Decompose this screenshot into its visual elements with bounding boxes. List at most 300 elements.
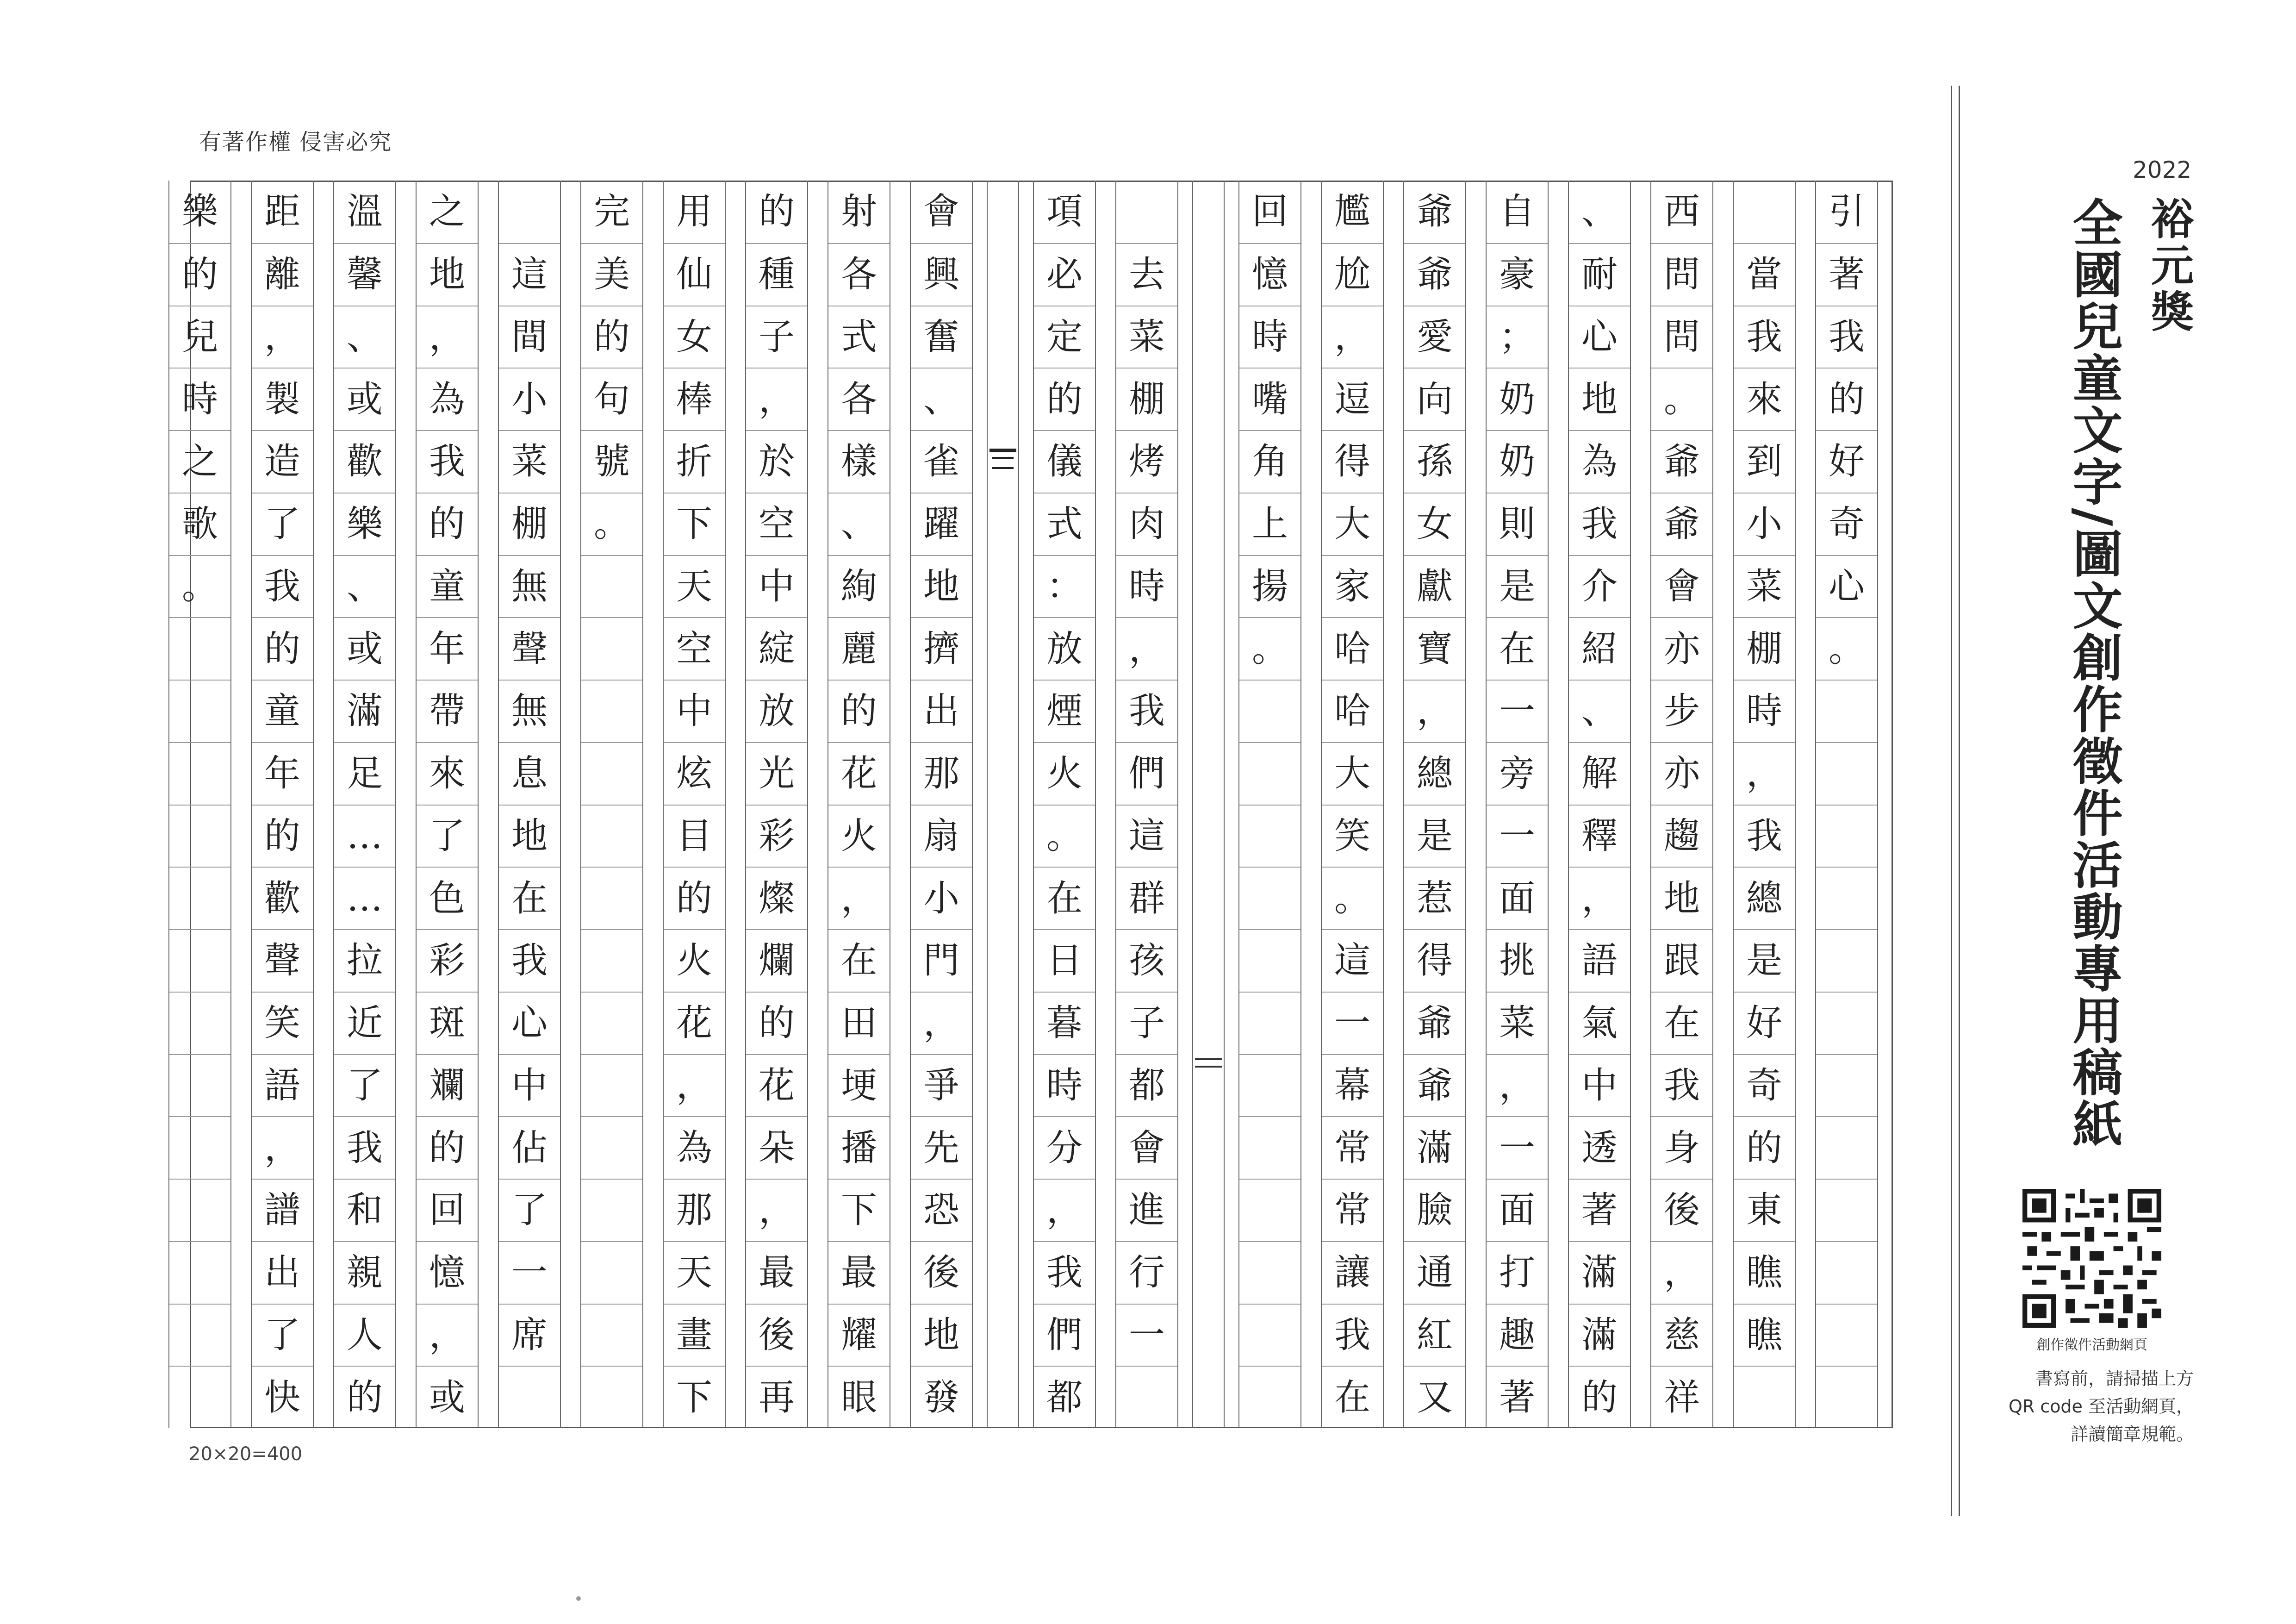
grid-column [1321, 181, 1384, 1428]
grid-cell: 。 [1322, 867, 1383, 929]
grid-cell [1239, 992, 1300, 1054]
grid-cell: 心 [499, 992, 560, 1054]
grid-cell: 後 [746, 1304, 807, 1366]
grid-cell: 一 [1116, 1304, 1177, 1366]
grid-cell: 幕 [1322, 1054, 1383, 1117]
grid-cell: … [334, 867, 395, 929]
grid-cell: 人 [334, 1304, 395, 1366]
grid-cell: 這 [499, 243, 560, 306]
grid-cell [169, 617, 230, 680]
grid-cell [1816, 805, 1877, 867]
grid-cell: 天 [664, 555, 725, 618]
grid-cell [1816, 1116, 1877, 1179]
grid-cell: 滿 [1569, 1304, 1630, 1366]
grid-cell [169, 1241, 230, 1304]
grid-cell: 地 [499, 805, 560, 867]
grid-cell: 朵 [746, 1116, 807, 1179]
grid-cell [1239, 929, 1300, 992]
grid-cell: 眼 [828, 1366, 890, 1428]
scan-speck [576, 1596, 581, 1601]
qr-code-icon [2022, 1189, 2161, 1328]
grid-cell: 好 [1816, 430, 1877, 493]
grid-cell: 花 [664, 992, 725, 1054]
grid-cell: 絢 [828, 555, 890, 618]
grid-cell: 們 [1034, 1304, 1095, 1366]
grid-cell [581, 1366, 642, 1428]
grid-cell [581, 992, 642, 1054]
grid-cell: 會 [1116, 1116, 1177, 1179]
grid-cell [581, 617, 642, 680]
grid-cell: 火 [1034, 742, 1095, 805]
qr-caption: 創作徵件活動網頁 [2036, 1337, 2147, 1353]
grid-cell: 譜 [252, 1179, 313, 1241]
grid-cell: 年 [252, 742, 313, 805]
grid-cell: 的 [252, 805, 313, 867]
grid-cell: 年 [417, 617, 478, 680]
copyright-notice: 有著作權 侵害必究 [199, 129, 392, 155]
grid-cell: 席 [499, 1304, 560, 1366]
grid-cell: 慈 [1651, 1304, 1712, 1366]
grid-cell: 彩 [746, 805, 807, 867]
grid-cell: 挑 [1487, 929, 1548, 992]
grid-cell: 彩 [417, 929, 478, 992]
grid-cell [1816, 867, 1877, 929]
grid-column [910, 181, 973, 1428]
grid-cell: 尬 [1322, 243, 1383, 306]
grid-cell: 面 [1487, 867, 1548, 929]
grid-cell: 聲 [499, 617, 560, 680]
grid-cell: 息 [499, 742, 560, 805]
grid-cell: 在 [1322, 1366, 1383, 1428]
grid-cell: 去 [1116, 243, 1177, 306]
grid-cell: ， [1651, 1241, 1712, 1304]
grid-cell [1816, 1304, 1877, 1366]
grid-cell: 奇 [1816, 493, 1877, 555]
grid-cell: 一 [1487, 680, 1548, 742]
grid-cell: 烤 [1116, 430, 1177, 493]
grid-cell: 。 [169, 555, 230, 618]
grid-cell: 花 [828, 742, 890, 805]
grid-cell: 語 [252, 1054, 313, 1117]
grid-cell: 時 [1116, 555, 1177, 618]
grid-cell: 著 [1569, 1179, 1630, 1241]
grid-cell: 的 [1816, 368, 1877, 430]
grid-cell: 日 [1034, 929, 1095, 992]
grid-cell: 棚 [499, 493, 560, 555]
grid-cell: 埂 [828, 1054, 890, 1117]
grid-cell: 了 [499, 1179, 560, 1241]
grid-cell: 於 [746, 430, 807, 493]
grid-cell: 通 [1404, 1241, 1465, 1304]
grid-column [1238, 181, 1301, 1428]
instruction-line: 書寫前，請掃描上方 [2035, 1368, 2194, 1389]
grid-cell: 我 [1816, 306, 1877, 368]
grid-cell: 會 [923, 191, 959, 233]
grid-cell: 分 [1034, 1116, 1095, 1179]
grid-cell: ， [1116, 617, 1177, 680]
grid-cell [1239, 1116, 1300, 1179]
grid-cell: 回 [417, 1179, 478, 1241]
grid-cell: 距 [264, 191, 300, 233]
grid-cell: 奶 [1487, 368, 1548, 430]
grid-cell: 爺 [1404, 1054, 1465, 1117]
grid-cell: 瞧 [1734, 1304, 1795, 1366]
grid-cell: ， [1404, 680, 1465, 742]
grid-cell: 我 [417, 430, 478, 493]
grid-cell: 發 [911, 1366, 972, 1428]
section-mark [1195, 1056, 1222, 1070]
grid-cell: 爺 [1416, 191, 1453, 233]
grid-cell: 家 [1322, 555, 1383, 618]
grid-column [745, 181, 808, 1428]
grid-cell: 燦 [746, 867, 807, 929]
grid-cell: 。 [581, 493, 642, 555]
grid-cell: 們 [1116, 742, 1177, 805]
grid-cell: 一 [1322, 992, 1383, 1054]
grid-cell: 趣 [1487, 1304, 1548, 1366]
grid-cell [169, 992, 230, 1054]
grid-cell: 奇 [1734, 1054, 1795, 1117]
grid-cell: 光 [746, 742, 807, 805]
grid-cell: 時 [1239, 306, 1300, 368]
grid-cell: 的 [581, 306, 642, 368]
grid-cell: 目 [664, 805, 725, 867]
grid-cell [169, 805, 230, 867]
grid-cell [1816, 1179, 1877, 1241]
grid-cell: 了 [252, 1304, 313, 1366]
grid-cell: 子 [746, 306, 807, 368]
grid-cell: 時 [1734, 680, 1795, 742]
grid-cell [1734, 181, 1795, 243]
grid-cell [169, 680, 230, 742]
grid-cell: 一 [499, 1241, 560, 1304]
grid-cell: 常 [1322, 1116, 1383, 1179]
grid-cell: 歡 [334, 430, 395, 493]
sidebar-divider [1951, 86, 1952, 1516]
grid-cell: 西 [1663, 191, 1700, 233]
grid-cell: 樂 [181, 191, 218, 233]
grid-column [251, 181, 314, 1428]
grid-cell: 那 [664, 1179, 725, 1241]
grid-cell: 我 [1734, 805, 1795, 867]
grid-cell [581, 805, 642, 867]
grid-cell: 爺 [1404, 992, 1465, 1054]
grid-cell: 著 [1816, 243, 1877, 306]
grid-cell [499, 181, 560, 243]
grid-cell: 中 [664, 680, 725, 742]
grid-cell: 童 [252, 680, 313, 742]
grid-cell [169, 1366, 230, 1428]
grid-cell: 我 [1034, 1241, 1095, 1304]
grid-cell: 下 [664, 493, 725, 555]
grid-column [333, 181, 396, 1428]
grid-cell: 東 [1734, 1179, 1795, 1241]
grid-cell: 打 [1487, 1241, 1548, 1304]
grid-cell: 嘴 [1239, 368, 1300, 430]
grid-cell: 的 [664, 867, 725, 929]
grid-cell [1239, 1179, 1300, 1241]
grid-cell: 先 [911, 1116, 972, 1179]
grid-cell: 了 [252, 493, 313, 555]
grid-cell: 孩 [1116, 929, 1177, 992]
grid-cell: 菜 [1487, 992, 1548, 1054]
grid-cell: 的 [334, 1366, 395, 1428]
grid-cell: 小 [1734, 493, 1795, 555]
grid-cell: 大 [1322, 742, 1383, 805]
grid-cell: 最 [828, 1241, 890, 1304]
grid-cell [581, 1241, 642, 1304]
grid-cell: 當 [1734, 243, 1795, 306]
grid-cell: 祥 [1651, 1366, 1712, 1428]
grid-cell: 或 [334, 617, 395, 680]
grid-cell [1239, 867, 1300, 929]
grid-cell: 種 [746, 243, 807, 306]
grid-cell: 奮 [911, 306, 972, 368]
grid-cell: 的 [1569, 1366, 1630, 1428]
grid-cell: 來 [417, 742, 478, 805]
grid-cell [581, 555, 642, 618]
grid-cell: ， [1734, 742, 1795, 805]
grid-cell: 拉 [334, 929, 395, 992]
grid-cell: 用 [676, 191, 712, 233]
grid-cell: ， [1034, 1179, 1095, 1241]
grid-cell [169, 867, 230, 929]
grid-cell: 放 [746, 680, 807, 742]
grid-cell: 、 [828, 493, 890, 555]
grid-cell: 獻 [1404, 555, 1465, 618]
grid-cell: 我 [1322, 1304, 1383, 1366]
grid-cell: 擠 [911, 617, 972, 680]
grid-cell: 。 [1816, 617, 1877, 680]
grid-cell: ， [828, 867, 890, 929]
grid-cell: 我 [252, 555, 313, 618]
grid-cell: 哈 [1322, 680, 1383, 742]
grid-cell: 透 [1569, 1116, 1630, 1179]
grid-column [498, 181, 561, 1428]
grid-column [1486, 181, 1549, 1428]
grid-cell: 和 [334, 1179, 395, 1241]
section-mark [989, 447, 1016, 472]
grid-cell: 出 [911, 680, 972, 742]
grid-cell: 步 [1651, 680, 1712, 742]
grid-column [828, 181, 890, 1428]
grid-cell: 躍 [911, 493, 972, 555]
grid-cell [1239, 680, 1300, 742]
grid-cell: 樣 [828, 430, 890, 493]
grid-cell: 哈 [1322, 617, 1383, 680]
grid-cell: ， [1487, 1054, 1548, 1117]
grid-cell: 、 [1569, 680, 1630, 742]
grid-cell: 各 [828, 368, 890, 430]
grid-cell: 興 [911, 243, 972, 306]
grid-cell: 門 [911, 929, 972, 992]
grid-cell: 又 [1404, 1366, 1465, 1428]
grid-cell [169, 742, 230, 805]
grid-cell: 馨 [334, 243, 395, 306]
grid-cell [499, 1366, 560, 1428]
grid-cell: 爺 [1651, 430, 1712, 493]
grid-cell: 再 [746, 1366, 807, 1428]
grid-cell: 跟 [1651, 929, 1712, 992]
grid-cell: 間 [499, 306, 560, 368]
grid-column [416, 181, 479, 1428]
grid-column [1568, 181, 1631, 1428]
grid-cell: 一 [1487, 805, 1548, 867]
grid-cell: 趨 [1651, 805, 1712, 867]
grid-cell: 中 [746, 555, 807, 618]
grid-cell: ， [1569, 867, 1630, 929]
grid-column [987, 181, 1019, 1428]
grid-cell [1734, 1366, 1795, 1428]
grid-cell: 行 [1116, 1241, 1177, 1304]
grid-cell: 項 [1046, 191, 1083, 233]
grid-cell [169, 1179, 230, 1241]
grid-column [1192, 181, 1225, 1428]
grid-cell: 中 [499, 1054, 560, 1117]
grid-cell: ， [252, 306, 313, 368]
grid-cell: 的 [417, 493, 478, 555]
grid-column [1403, 181, 1466, 1428]
grid-cell: 美 [581, 243, 642, 306]
grid-cell: 造 [252, 430, 313, 493]
grid-cell [1239, 1366, 1300, 1428]
grid-cell: 。 [1239, 617, 1300, 680]
grid-cell: 是 [1404, 805, 1465, 867]
grid-cell: 得 [1404, 929, 1465, 992]
grid-cell: ， [746, 368, 807, 430]
grid-cell: 來 [1734, 368, 1795, 430]
grid-cell: 角 [1239, 430, 1300, 493]
grid-cell: ， [664, 1054, 725, 1117]
grid-cell: 花 [746, 1054, 807, 1117]
grid-cell: 我 [1734, 306, 1795, 368]
grid-cell: 總 [1734, 867, 1795, 929]
grid-cell: 樂 [334, 493, 395, 555]
grid-cell: 到 [1734, 430, 1795, 493]
grid-cell: 後 [911, 1241, 972, 1304]
grid-cell: 近 [334, 992, 395, 1054]
grid-cell: 在 [1651, 992, 1712, 1054]
grid-cell: 時 [169, 368, 230, 430]
grid-cell [169, 1054, 230, 1117]
grid-cell: 瞧 [1734, 1241, 1795, 1304]
grid-cell: 的 [1734, 1116, 1795, 1179]
grid-cell [581, 742, 642, 805]
grid-cell: 雀 [911, 430, 972, 493]
grid-cell: 歌 [169, 493, 230, 555]
character-count: 20×20=400 [189, 1443, 303, 1465]
grid-cell: 歡 [252, 867, 313, 929]
grid-cell: 。 [1651, 368, 1712, 430]
grid-cell: 一 [1487, 1116, 1548, 1179]
grid-cell: 畫 [664, 1304, 725, 1366]
grid-cell: 麗 [828, 617, 890, 680]
grid-cell: 後 [1651, 1179, 1712, 1241]
grid-cell: 引 [1828, 191, 1865, 233]
grid-cell: 仙 [664, 243, 725, 306]
grid-cell: 必 [1034, 243, 1095, 306]
grid-column [1733, 181, 1796, 1428]
grid-cell: 放 [1034, 617, 1095, 680]
grid-cell: 上 [1239, 493, 1300, 555]
grid-cell: 製 [252, 368, 313, 430]
grid-cell: 是 [1487, 555, 1548, 618]
grid-cell [581, 1179, 642, 1241]
grid-column [168, 181, 231, 1428]
grid-cell: 介 [1569, 555, 1630, 618]
grid-cell: 的 [417, 1116, 478, 1179]
grid-cell: 下 [828, 1179, 890, 1241]
grid-cell: 心 [1816, 555, 1877, 618]
manuscript-grid [181, 181, 1893, 1428]
grid-cell: 子 [1116, 992, 1177, 1054]
grid-cell: 旁 [1487, 742, 1548, 805]
grid-cell: 憶 [417, 1241, 478, 1304]
grid-cell [169, 1116, 230, 1179]
grid-cell [1816, 1366, 1877, 1428]
grid-cell: 最 [746, 1241, 807, 1304]
grid-cell: 。 [1034, 805, 1095, 867]
grid-cell: 問 [1651, 243, 1712, 306]
grid-cell: 得 [1322, 430, 1383, 493]
grid-cell [1816, 680, 1877, 742]
grid-cell: 身 [1651, 1116, 1712, 1179]
grid-cell: 奶 [1487, 430, 1548, 493]
grid-cell: 耐 [1569, 243, 1630, 306]
grid-cell: 足 [334, 742, 395, 805]
grid-cell [1816, 992, 1877, 1054]
grid-cell: 大 [1322, 493, 1383, 555]
grid-cell [1239, 805, 1300, 867]
grid-cell: 、 [1581, 191, 1618, 233]
grid-cell: 心 [1569, 306, 1630, 368]
instruction-line: QR code 至活動網頁， [2008, 1396, 2194, 1417]
grid-cell: 斑 [417, 992, 478, 1054]
grid-cell: 為 [664, 1116, 725, 1179]
grid-cell: 的 [1034, 368, 1095, 430]
grid-cell: 我 [334, 1116, 395, 1179]
grid-cell: ， [417, 306, 478, 368]
grid-cell: 空 [664, 617, 725, 680]
grid-cell: 之 [169, 430, 230, 493]
grid-cell [1816, 742, 1877, 805]
grid-cell [1816, 929, 1877, 992]
grid-cell: 惹 [1404, 867, 1465, 929]
grid-cell [169, 1304, 230, 1366]
grid-cell: 恐 [911, 1179, 972, 1241]
grid-cell: 常 [1322, 1179, 1383, 1241]
grid-cell: 式 [828, 306, 890, 368]
grid-cell: 中 [1569, 1054, 1630, 1117]
grid-cell: 笑 [1322, 805, 1383, 867]
grid-cell: 女 [664, 306, 725, 368]
grid-cell: 天 [664, 1241, 725, 1304]
grid-column [663, 181, 726, 1428]
grid-cell: 出 [252, 1241, 313, 1304]
grid-cell: 親 [334, 1241, 395, 1304]
grid-cell: 扇 [911, 805, 972, 867]
grid-cell: 爛 [746, 929, 807, 992]
grid-cell: 在 [1034, 867, 1095, 929]
grid-cell: 離 [252, 243, 313, 306]
grid-cell: 我 [499, 929, 560, 992]
grid-cell: 式 [1034, 493, 1095, 555]
grid-cell: 折 [664, 430, 725, 493]
grid-cell: 的 [169, 243, 230, 306]
grid-cell: 我 [1651, 1054, 1712, 1117]
grid-cell: ， [1322, 306, 1383, 368]
grid-cell: 童 [417, 555, 478, 618]
